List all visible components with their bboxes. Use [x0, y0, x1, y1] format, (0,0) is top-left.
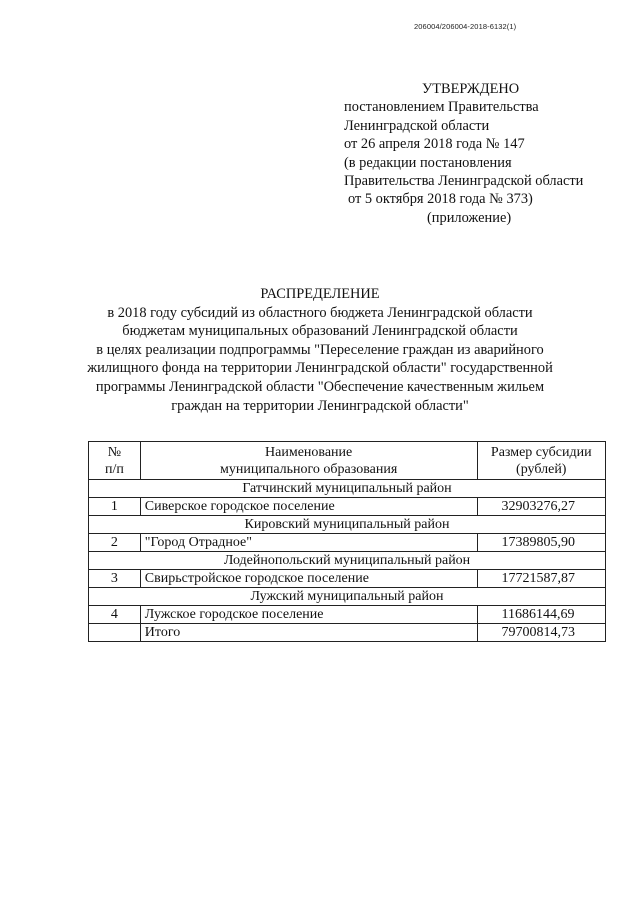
district-row: [89, 480, 606, 498]
distribution-subtitle-line: жилищного фонда на территории Ленинградской области" государственной: [87, 360, 553, 377]
row-num: 1: [89, 498, 141, 516]
document-id: 206004/206004-2018-6132(1): [414, 22, 517, 31]
row-amount: 17389805,90: [477, 534, 605, 552]
row-name: Лужское городское поселение: [140, 606, 477, 624]
approval-line: (в редакции постановления: [344, 154, 512, 171]
header-num-line: п/п: [104, 462, 124, 477]
total-num-cell: [89, 624, 141, 642]
row-num: 4: [89, 606, 141, 624]
subsidy-table-container: [88, 441, 606, 642]
total-row: [89, 624, 606, 642]
distribution-heading: [60, 285, 580, 415]
district-name: Лужский муниципальный район: [89, 588, 606, 606]
header-amount: [477, 442, 605, 480]
approval-line: (приложение): [427, 209, 512, 226]
table-row: [89, 570, 606, 588]
distribution-subtitle-line: граждан на территории Ленинградской области": [171, 397, 469, 414]
district-name: Гатчинский муниципальный район: [89, 480, 606, 498]
approved-title: УТВЕРЖДЕНО: [422, 81, 520, 97]
total-label: Итого: [140, 624, 477, 642]
row-num: 3: [89, 570, 141, 588]
district-name: Лодейнопольский муниципальный район: [89, 552, 606, 570]
header-amount-line: Размер субсидии: [490, 445, 592, 460]
header-name-line: Наименование: [265, 445, 353, 460]
approval-block: [344, 80, 614, 227]
district-row: [89, 588, 606, 606]
row-name: Сиверское городское поселение: [140, 498, 477, 516]
approval-line: Правительства Ленинградской области: [344, 173, 584, 190]
approval-line: Ленинградской области: [344, 117, 490, 134]
row-amount: 11686144,69: [477, 606, 605, 624]
district-row: [89, 516, 606, 534]
header-num: [89, 442, 141, 480]
header-amount-line: (рублей): [516, 462, 567, 477]
row-amount: 17721587,87: [477, 570, 605, 588]
distribution-subtitle-line: бюджетам муниципальных образований Ленинградской области: [122, 323, 518, 340]
row-amount: 32903276,27: [477, 498, 605, 516]
approval-line: от 5 октября 2018 года № 373): [348, 191, 533, 208]
row-num: 2: [89, 534, 141, 552]
table-row: [89, 498, 606, 516]
distribution-title: РАСПРЕДЕЛЕНИЕ: [260, 286, 380, 302]
table-row: [89, 606, 606, 624]
header-num-line: №: [107, 445, 122, 460]
header-name-line: муниципального образования: [220, 462, 398, 477]
approval-line: от 26 апреля 2018 года № 147: [344, 136, 525, 153]
table-row: [89, 534, 606, 552]
table-header-row: [89, 442, 606, 480]
district-row: [89, 552, 606, 570]
row-name: "Город Отрадное": [140, 534, 477, 552]
distribution-subtitle-line: в 2018 году субсидий из областного бюджета Ленинградской области: [107, 304, 533, 321]
distribution-subtitle-line: программы Ленинградской области "Обеспечение качественным жильем: [95, 378, 545, 395]
header-name: [140, 442, 477, 480]
approval-line: постановлением Правительства: [344, 99, 539, 116]
distribution-subtitle-line: в целях реализации подпрограммы "Переселение граждан из аварийного: [96, 341, 544, 358]
district-name: Кировский муниципальный район: [89, 516, 606, 534]
row-name: Свирьстройское городское поселение: [140, 570, 477, 588]
total-amount: 79700814,73: [477, 624, 605, 642]
subsidy-table: [88, 441, 606, 642]
